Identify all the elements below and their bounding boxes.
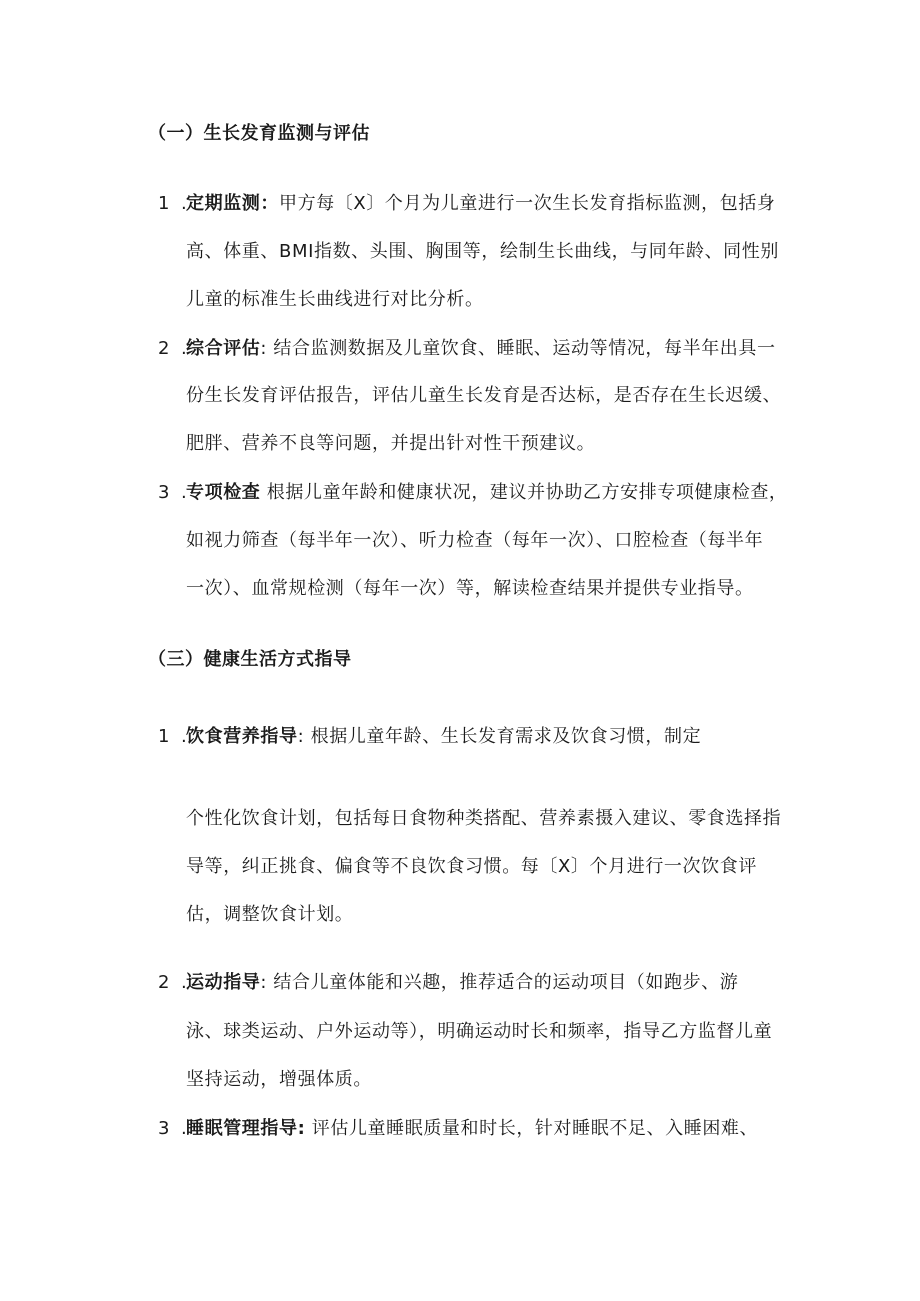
item-line: 如视力筛查（每半年一次）、听力检查（每年一次）、口腔检查（每半年 [186,530,764,551]
item-number: 2 [158,338,170,359]
item-term: 定期监测： [186,193,279,214]
item-dot: . [181,482,187,503]
item-line: 饮食营养指导: 根据儿童年龄、生长发育需求及饮食习惯，制定 [186,726,702,747]
item-line: 肥胖、营养不良等问题，并提出针对性干预建议。 [186,433,596,454]
item-term: 综合评估 [186,338,261,359]
item-number: 1 [158,193,170,214]
item-dot: . [181,338,187,359]
item-line: 高、体重、BMI指数、头围、胸围等，绘制生长曲线，与同年龄、同性别 [186,241,779,262]
item-dot: . [181,726,187,747]
item-term: 专项检查 [186,482,261,503]
item-number: 3 [158,1118,170,1139]
item-line: 专项检查 根据儿童年龄和健康状况，建议并协助乙方安排专项健康检查， [186,482,788,503]
item-line: 运动指导: 结合儿童体能和兴趣，推荐适合的运动项目（如跑步、游 [186,972,739,993]
item-line: 儿童的标准生长曲线进行对比分析。 [186,289,484,310]
item-line: 份生长发育评估报告，评估儿童生长发育是否达标，是否存在生长迟缓、 [186,385,782,406]
item-term: 运动指导 [186,972,261,993]
item-line: 泳、球类运动、户外运动等），明确运动时长和频率，指导乙方监督儿童 [186,1021,773,1042]
item-line: 定期监测：甲方每〔X〕个月为儿童进行一次生长发育指标监测，包括身 [186,193,776,214]
item-dot: . [181,193,187,214]
item-number: 2 [158,972,170,993]
item-line: 一次）、血常规检测（每年一次）等，解读检查结果并提供专业指导。 [186,578,754,599]
item-number: 1 [158,726,170,747]
item-line: 导等，纠正挑食、偏食等不良饮食习惯。每〔X〕个月进行一次饮食评 [186,856,757,877]
item-line: 综合评估: 结合监测数据及儿童饮食、睡眠、运动等情况，每半年出具一 [186,338,776,359]
item-dot: . [181,972,187,993]
section-heading-growth: （一）生长发育监测与评估 [148,123,370,144]
section-heading-lifestyle: （三）健康生活方式指导 [148,649,352,670]
item-line: 估，调整饮食计划。 [186,904,354,925]
item-dot: . [181,1118,187,1139]
item-line: 坚持运动，增强体质。 [186,1069,372,1090]
item-line: 个性化饮食计划，包括每日食物种类搭配、营养素摄入建议、零食选择指 [186,808,782,829]
item-line: 睡眠管理指导: 评估儿童睡眠质量和时长，针对睡眠不足、入睡困难、 [186,1118,759,1139]
item-number: 3 [158,482,170,503]
item-term: 睡眠管理指导: [186,1118,306,1139]
item-term: 饮食营养指导 [186,726,298,747]
